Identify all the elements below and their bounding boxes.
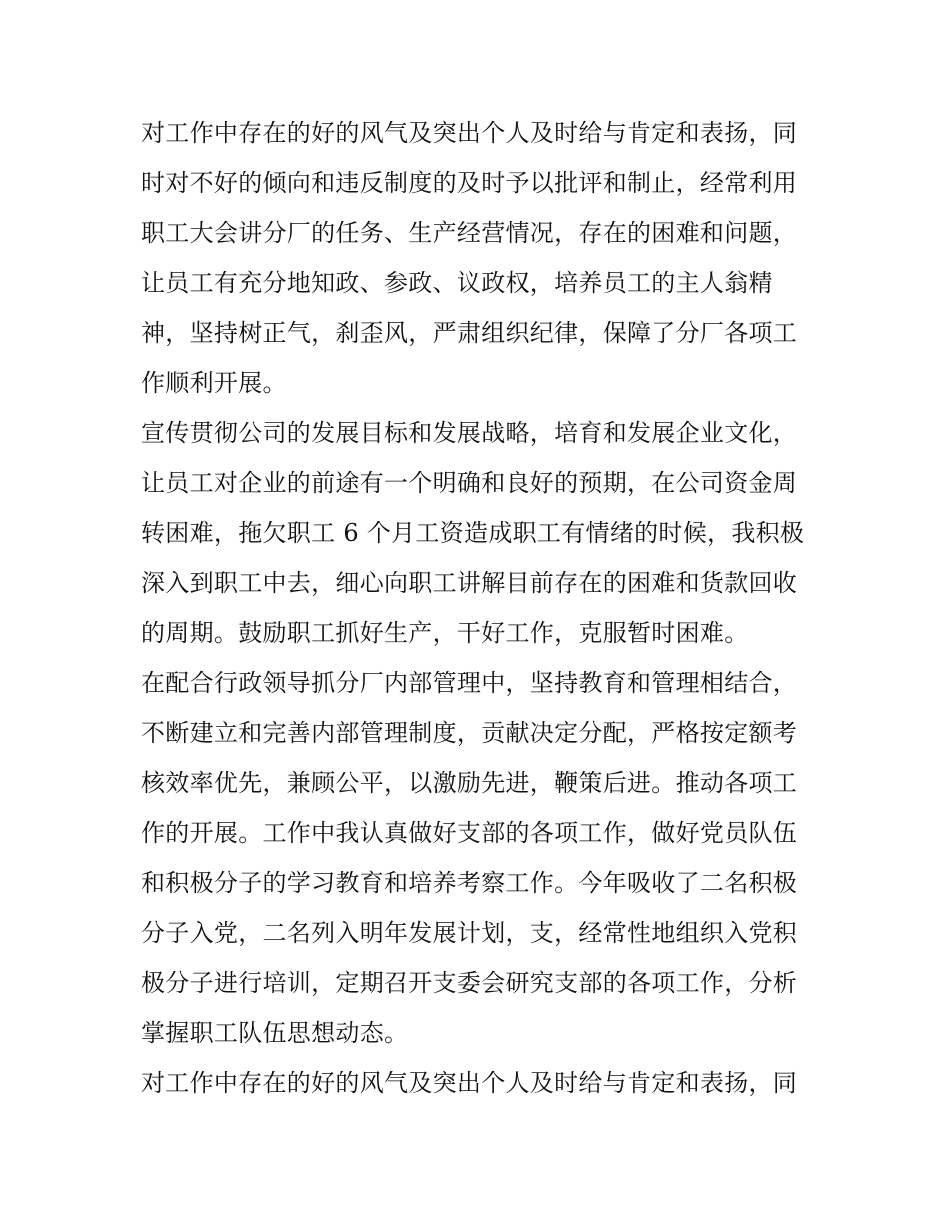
text-line: 掌握职工队伍思想动态。 [141,1019,409,1047]
text-line: 和积极分子的学习教育和培养考察工作。今年吸收了二名积极 [141,869,798,897]
document-body [141,108,813,1108]
text-line: 让员工对企业的前途有一个明确和良好的预期，在公司资金周 [141,469,798,497]
text-line: 对工作中存在的好的风气及突出个人及时给与肯定和表扬，同 [141,1069,798,1097]
text-line: 职工大会讲分厂的任务、生产经营情况，存在的困难和问题， [141,219,798,247]
text-line: 的周期。鼓励职工抓好生产，干好工作，克服暂时困难。 [141,619,749,647]
text-line: 宣传贯彻公司的发展目标和发展战略，培育和发展企业文化， [141,419,798,447]
text-line: 时对不好的倾向和违反制度的及时予以批评和制止，经常利用 [141,169,798,197]
text-line: 分子入党，二名列入明年发展计划，支，经常性地组织入党积 [141,919,798,947]
text-line: 核效率优先，兼顾公平，以激励先进，鞭策后进。推动各项工 [141,769,798,797]
text-line: 在配合行政领导抓分厂内部管理中，坚持教育和管理相结合， [141,669,798,697]
text-line: 极分子进行培训，定期召开支委会研究支部的各项工作，分析 [141,969,798,997]
text-line: 转困难，拖欠职工 6 个月工资造成职工有情绪的时候，我积极 [141,519,805,547]
text-line: 深入到职工中去，细心向职工讲解目前存在的困难和货款回收 [141,569,798,597]
text-line: 让员工有充分地知政、参政、议政权，培养员工的主人翁精 [141,269,773,297]
text-line: 神，坚持树正气，刹歪风，严肃组织纪律，保障了分厂各项工 [141,319,798,347]
text-line: 作的开展。工作中我认真做好支部的各项工作，做好党员队伍 [141,819,798,847]
text-line: 对工作中存在的好的风气及突出个人及时给与肯定和表扬，同 [141,119,798,147]
text-line: 作顺利开展。 [141,369,287,397]
text-line: 不断建立和完善内部管理制度，贡献决定分配，严格按定额考 [141,719,798,747]
